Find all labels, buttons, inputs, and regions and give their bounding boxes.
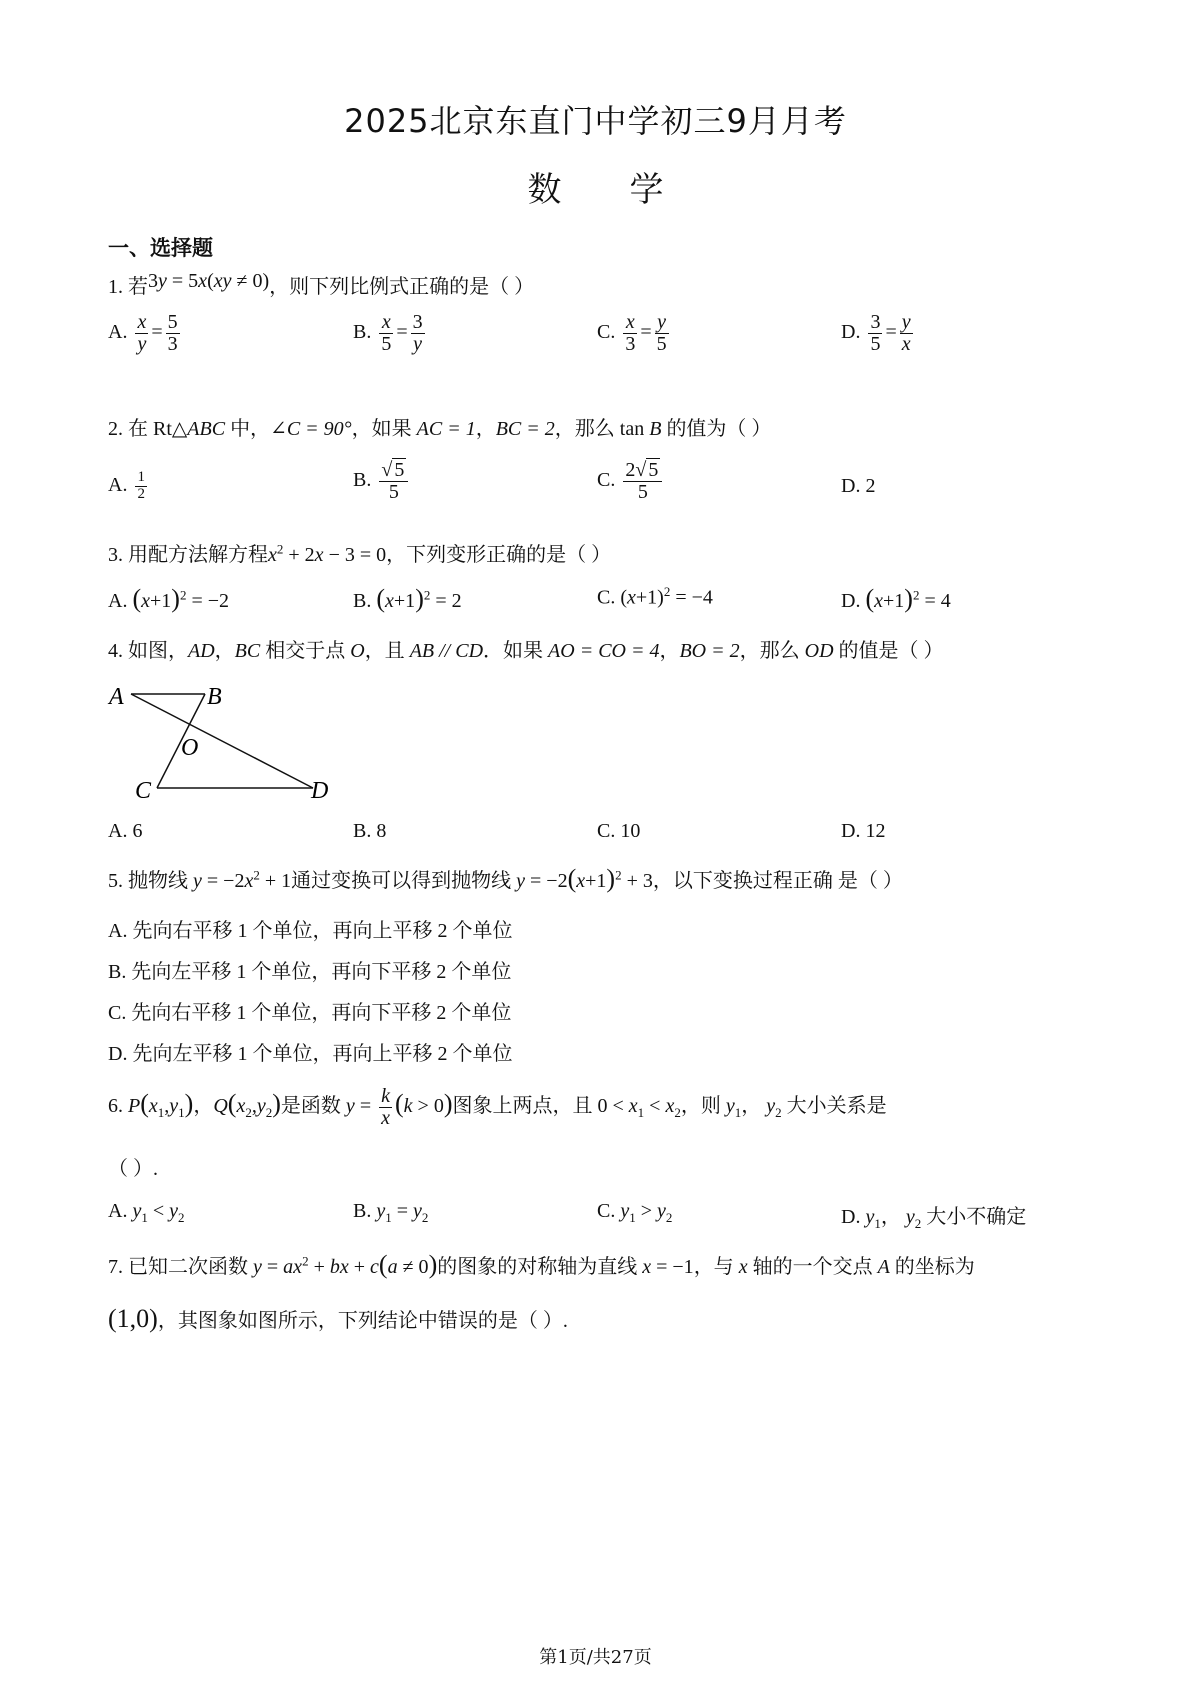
q6-stem-end: 大小关系是 bbox=[781, 1095, 887, 1118]
section-heading: 一、选择题 bbox=[108, 236, 213, 260]
q4-parallel: AB // CD bbox=[409, 640, 484, 662]
q2-triangle: ABC bbox=[187, 418, 226, 440]
q7-line2 bbox=[108, 1304, 568, 1334]
q1-option-d[interactable]: D. $\frac{3}{5}$ = $\frac{y}{x}$ bbox=[841, 311, 911, 355]
q3-stem: 3. 用配方法解方程 bbox=[108, 544, 268, 566]
q1-option-a[interactable]: A. $\frac{x}{y}$ = $\frac{5}{3}$ bbox=[108, 311, 178, 355]
option-letter: C. bbox=[597, 469, 616, 492]
q5-option-d[interactable]: D. 先向左平移 1 个单位，再向上平移 2 个单位 bbox=[108, 1043, 513, 1065]
question-3: 3. 用配方法解方程$x^2 + 2x - 3 = 0$，下列变形正确的是（ ） bbox=[108, 541, 612, 566]
q2-option-b[interactable]: B. $\frac{√ 5}{5}$ bbox=[353, 460, 411, 503]
label-o: O bbox=[181, 735, 199, 761]
q2-text: ，那么 tan bbox=[554, 418, 650, 440]
option-letter: A. bbox=[108, 1200, 128, 1222]
q4-ad: AD bbox=[188, 640, 215, 662]
q4-bc: BC bbox=[234, 640, 261, 662]
subject-char-2: 学 bbox=[629, 170, 664, 210]
label-b: B bbox=[207, 684, 222, 710]
q4-figure bbox=[105, 672, 345, 802]
q5-option-c[interactable]: C. 先向右平移 1 个单位，再向下平移 2 个单位 bbox=[108, 1002, 512, 1024]
q7-x: x bbox=[738, 1256, 748, 1278]
q3-rhs: = −2 bbox=[191, 590, 230, 612]
page-footer: 第1页/共27页 bbox=[539, 1647, 652, 1668]
q7-text: 轴的一个交点 bbox=[747, 1256, 878, 1278]
q7-text: ，与 bbox=[693, 1256, 739, 1278]
question-7: 7. 已知二次函数 $y = ax^2$ + bx + c(a ≠ 0)的图象的对称轴为直线 x = −1，与 x 轴的一个交点 A 的坐标为 bbox=[108, 1250, 975, 1279]
option-letter: C. bbox=[597, 321, 616, 344]
q3-option-c[interactable]: C. $(x+1)^2 = -4$ bbox=[597, 584, 713, 609]
option-letter: B. bbox=[353, 590, 372, 612]
q6-option-b[interactable]: B. $y_1 = y_2$ bbox=[353, 1200, 429, 1225]
q2-text: ， bbox=[475, 418, 496, 440]
q5-stem: 5. 抛物线 bbox=[108, 870, 193, 892]
q3-option-d[interactable]: D. $(x+1)^2 = 4$ bbox=[841, 584, 951, 613]
q2-text: ，如果 bbox=[351, 418, 417, 440]
q4-text: ．如果 bbox=[483, 640, 549, 662]
q4-text: ， bbox=[214, 640, 235, 662]
question-5: 5. 抛物线 $y = -2x^2 + 1$通过变换可以得到抛物线 $y = -2(x+1)^2 + 3$，以下变换过程正确 是（ ） bbox=[108, 864, 903, 893]
q2-option-a[interactable]: A. $\frac{1}{2}$ bbox=[108, 469, 145, 502]
option-letter: A. bbox=[108, 473, 128, 496]
q7-point: (1,0) bbox=[108, 1304, 158, 1333]
q4-text: ， bbox=[659, 640, 680, 662]
q4-text: 4. 如图， bbox=[108, 640, 188, 662]
option-letter: D. bbox=[841, 1206, 861, 1228]
q3-option-a[interactable]: A. $(x+1)^2 = -2$ bbox=[108, 584, 230, 613]
q4-text: 相交于点 bbox=[260, 640, 351, 662]
option-letter: C. bbox=[597, 586, 616, 609]
q6-line2: （ ）. bbox=[108, 1158, 158, 1180]
q4-option-c[interactable]: C. 10 bbox=[597, 820, 641, 842]
q2-option-c[interactable]: C. $\frac{2√ 5}{5}$ bbox=[597, 460, 665, 503]
q3-stem-end: ，下列变形正确的是（ ） bbox=[386, 544, 612, 566]
q1-stem: 1. 若 bbox=[108, 276, 148, 298]
q4-option-b[interactable]: B. 8 bbox=[353, 820, 387, 842]
q3-option-b[interactable]: B. $(x+1)^2 = 2$ bbox=[353, 584, 462, 613]
q3-rhs: = −4 bbox=[675, 586, 713, 609]
option-letter: A. bbox=[108, 590, 128, 612]
question-4 bbox=[108, 634, 944, 663]
q2-stem-end: 的值为（ ） bbox=[661, 418, 772, 440]
q1-option-c[interactable]: C. $\frac{x}{3}$ = $\frac{y}{5}$ bbox=[597, 311, 667, 355]
q4-option-d[interactable]: D. 12 bbox=[841, 820, 886, 842]
q6-text: ，则 bbox=[680, 1095, 726, 1118]
option-letter: B. bbox=[353, 1200, 372, 1222]
option-letter: C. bbox=[597, 1200, 616, 1222]
q1-stem-end: ，则下列比例式正确的是（ ） bbox=[269, 276, 535, 298]
subject-char-1: 数 bbox=[527, 170, 562, 210]
q2-b: B bbox=[649, 418, 662, 440]
option-letter: B. bbox=[353, 469, 372, 492]
q3-rhs: = 2 bbox=[435, 590, 462, 612]
q5-stem-end: ，以下变换过程正确 是（ ） bbox=[652, 870, 903, 892]
q6-text: 图象上两点，且 bbox=[452, 1095, 598, 1118]
option-letter: B. bbox=[353, 321, 372, 344]
q5-option-b[interactable]: B. 先向左平移 1 个单位，再向下平移 2 个单位 bbox=[108, 961, 512, 983]
q3-rhs: = 4 bbox=[924, 590, 951, 612]
q4-option-a[interactable]: A. 6 bbox=[108, 820, 143, 842]
q5-option-a[interactable]: A. 先向右平移 1 个单位，再向上平移 2 个单位 bbox=[108, 920, 513, 942]
option-letter: A. bbox=[108, 321, 128, 344]
q2-bc: BC = 2 bbox=[495, 418, 555, 440]
q6-option-c[interactable]: C. $y_1 > y_2$ bbox=[597, 1200, 673, 1225]
question-6: 6. $P(x_1,y_1)$，$Q(x_2,y_2)$是函数 y = $\frac{k}{x}$ (k > 0)图象上两点，且 $0 < x_1 < x_2$，则 $y_1$， $y_2$ 大小关系是 bbox=[108, 1085, 887, 1129]
q6-option-d[interactable]: D. $y_1$， $y_2$ 大小不确定 bbox=[841, 1206, 1027, 1231]
q4-text: 的值是（ ） bbox=[833, 640, 944, 662]
page-title: 2025北京东直门中学初三9月月考 bbox=[344, 102, 847, 140]
q7-stem: 7. 已知二次函数 bbox=[108, 1256, 253, 1278]
option-letter: D. bbox=[841, 321, 861, 344]
q6-option-d-text: 大小不确定 bbox=[921, 1206, 1027, 1228]
q2-angle: ∠C = 90° bbox=[270, 418, 352, 440]
q2-text: 中， bbox=[225, 418, 271, 440]
q4-text: ，那么 bbox=[739, 640, 805, 662]
q2-option-d[interactable]: D. 2 bbox=[841, 475, 876, 497]
question-2 bbox=[108, 412, 771, 441]
q2-stem: 2. 在 Rt△ bbox=[108, 418, 188, 440]
q5-text: 通过变换可以得到抛物线 bbox=[291, 870, 517, 892]
q4-equality: AO = CO = 4 bbox=[548, 640, 660, 662]
q4-od: OD bbox=[804, 640, 834, 662]
q7-text: 的图象的对称轴为直线 bbox=[437, 1256, 643, 1278]
subject-title bbox=[0, 162, 1191, 211]
q4-o: O bbox=[350, 640, 365, 662]
q2-ac: AC = 1 bbox=[416, 418, 476, 440]
question-1: 1. 若3y = 5x(xy ≠ 0)，则下列比例式正确的是（ ） bbox=[108, 270, 535, 298]
q1-option-b[interactable]: B. $\frac{x}{5}$ = $\frac{3}{y}$ bbox=[353, 311, 423, 355]
q7-stem-end: 的坐标为 bbox=[889, 1256, 975, 1278]
label-c: C bbox=[135, 778, 152, 802]
q6-option-a[interactable]: A. $y_1 < y_2$ bbox=[108, 1200, 185, 1225]
q4-bo: BO = 2 bbox=[679, 640, 740, 662]
label-d: D bbox=[311, 778, 329, 802]
q7-stem-end: ，其图象如图所示，下列结论中错误的是（ ）. bbox=[157, 1310, 568, 1332]
q6-text: 是函数 bbox=[280, 1095, 346, 1118]
q4-text: ，且 bbox=[364, 640, 410, 662]
segment-ad bbox=[131, 694, 313, 788]
q7-a: A bbox=[877, 1256, 890, 1278]
q6-stem: 6. bbox=[108, 1095, 128, 1118]
option-letter: D. bbox=[841, 590, 861, 612]
label-a: A bbox=[109, 684, 124, 710]
